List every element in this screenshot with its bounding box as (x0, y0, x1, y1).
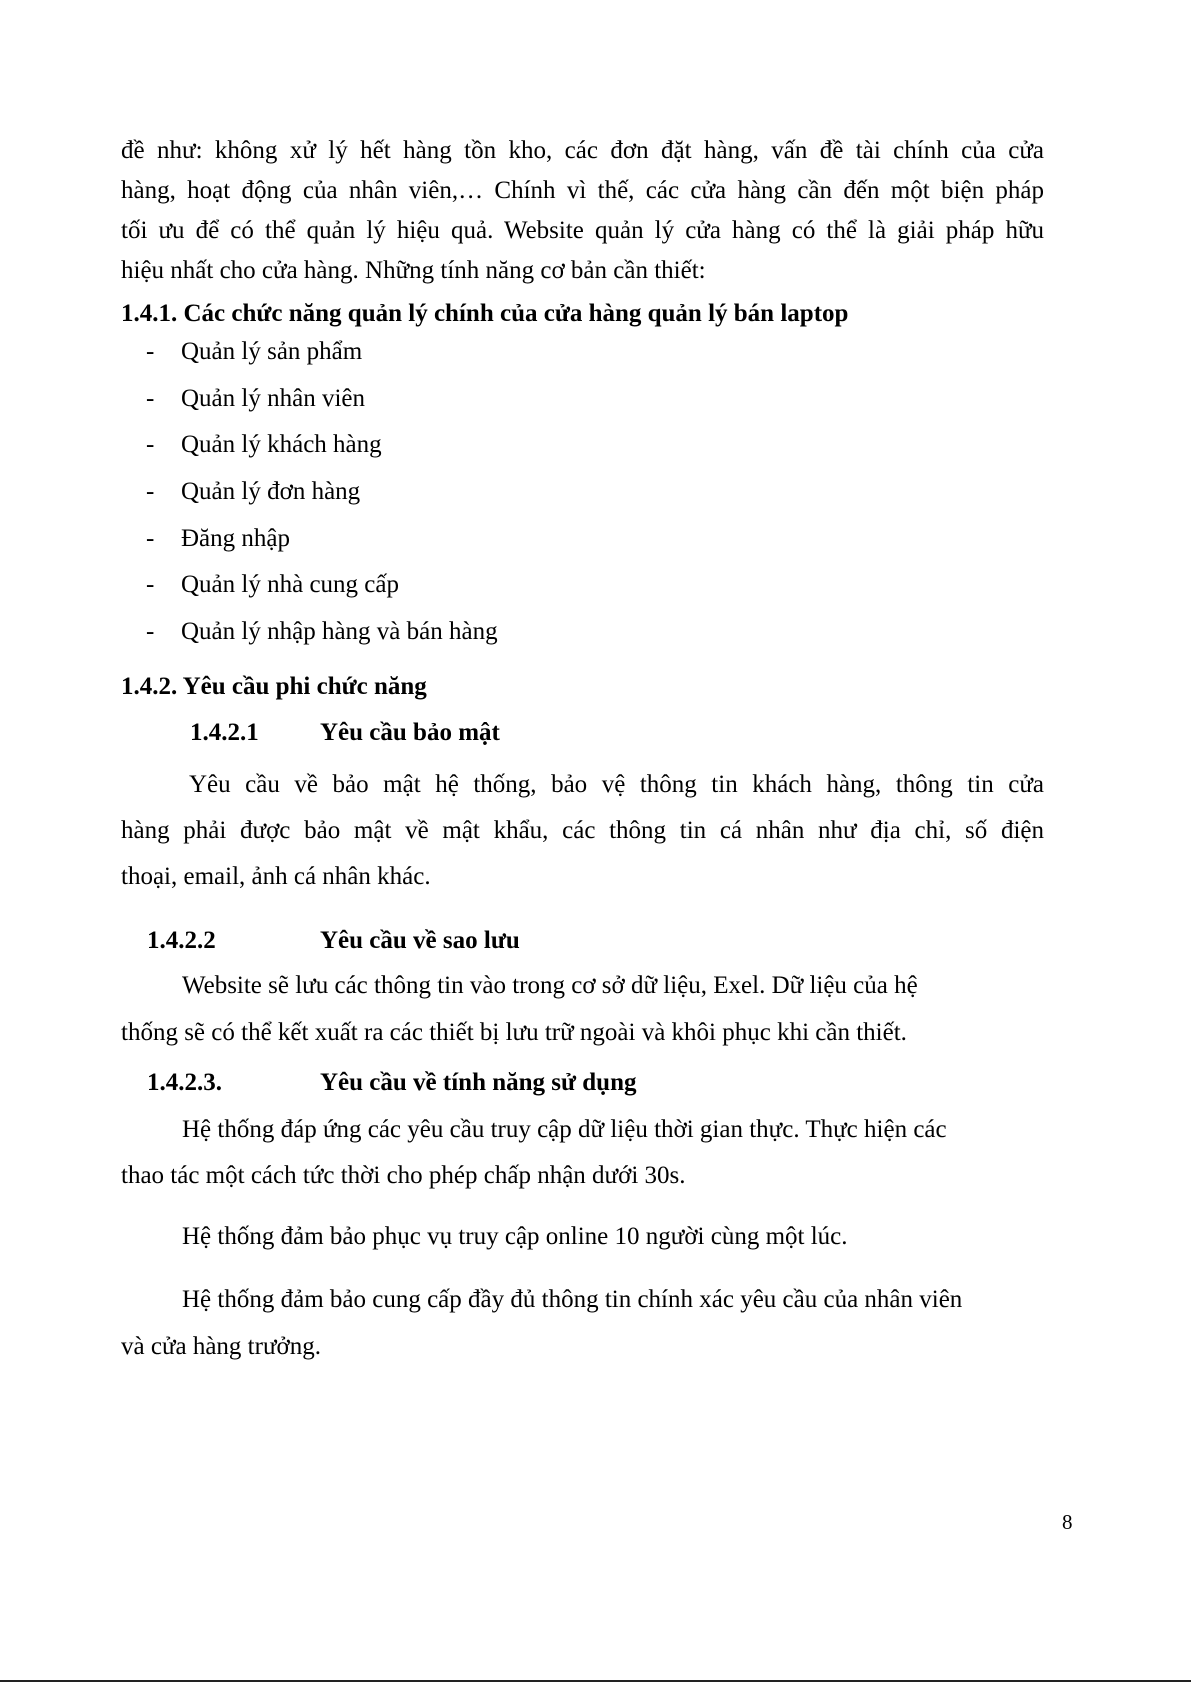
intro-line-3: tối ưu để có thể quản lý hiệu quả. Website quản lý cửa hàng có thể là giải pháp hữu (121, 217, 1044, 244)
usability-p3-line-2: và cửa hàng trưởng. (121, 1333, 321, 1360)
subsection-title-1-4-2-1: Yêu cầu bảo mật (320, 719, 500, 746)
backup-line-1: Website sẽ lưu các thông tin vào trong cơ sở dữ liệu, Exel. Dữ liệu của hệ (182, 972, 918, 999)
usability-p3-line-1: Hệ thống đảm bảo cung cấp đầy đủ thông tin chính xác yêu cầu của nhân viên (182, 1286, 963, 1313)
usability-p1-line-2: thao tác một cách tức thời cho phép chấp nhận dưới 30s. (121, 1162, 686, 1189)
list-bullet: - (146, 525, 155, 552)
page-number: 8 (1062, 1510, 1073, 1534)
bottom-divider (0, 1680, 1191, 1682)
subsection-number-1-4-2-1: 1.4.2.1 (190, 719, 259, 746)
intro-line-4: hiệu nhất cho cửa hàng. Những tính năng cơ bản cần thiết: (121, 257, 706, 284)
intro-line-1: đề như: không xử lý hết hàng tồn kho, các đơn đặt hàng, vấn đề tài chính của cửa (121, 137, 1044, 164)
security-line-1: Yêu cầu về bảo mật hệ thống, bảo vệ thông tin khách hàng, thông tin cửa (189, 771, 1044, 798)
list-bullet: - (146, 338, 155, 365)
usability-p1-line-1: Hệ thống đáp ứng các yêu cầu truy cập dữ liệu thời gian thực. Thực hiện các (182, 1116, 947, 1143)
list-item: Quản lý nhân viên (181, 385, 365, 412)
list-item: Quản lý khách hàng (181, 431, 382, 458)
intro-line-2: hàng, hoạt động của nhân viên,… Chính vì thế, các cửa hàng cần đến một biện pháp (121, 177, 1044, 204)
subsection-title-1-4-2-3: Yêu cầu về tính năng sử dụng (320, 1069, 637, 1096)
subsection-number-1-4-2-2: 1.4.2.2 (147, 927, 216, 954)
list-bullet: - (146, 478, 155, 505)
list-bullet: - (146, 431, 155, 458)
list-item: Quản lý nhập hàng và bán hàng (181, 618, 498, 645)
subsection-number-1-4-2-3: 1.4.2.3. (147, 1069, 222, 1096)
backup-line-2: thống sẽ có thể kết xuất ra các thiết bị lưu trữ ngoài và khôi phục khi cần thiết. (121, 1019, 907, 1046)
security-line-3: thoại, email, ảnh cá nhân khác. (121, 863, 431, 890)
list-item: Quản lý đơn hàng (181, 478, 361, 505)
list-bullet: - (146, 618, 155, 645)
usability-p2: Hệ thống đảm bảo phục vụ truy cập online 10 người cùng một lúc. (182, 1223, 848, 1250)
list-item: Quản lý nhà cung cấp (181, 571, 399, 598)
section-heading-1-4-1: 1.4.1. Các chức năng quản lý chính của cửa hàng quản lý bán laptop (121, 300, 849, 327)
list-item: Quản lý sản phẩm (181, 338, 363, 365)
security-line-2: hàng phải được bảo mật về mật khẩu, các thông tin cá nhân như địa chỉ, số điện (121, 817, 1044, 844)
list-item: Đăng nhập (181, 525, 290, 552)
list-bullet: - (146, 385, 155, 412)
section-heading-1-4-2: 1.4.2. Yêu cầu phi chức năng (121, 673, 427, 700)
list-bullet: - (146, 571, 155, 598)
subsection-title-1-4-2-2: Yêu cầu về sao lưu (320, 927, 520, 954)
